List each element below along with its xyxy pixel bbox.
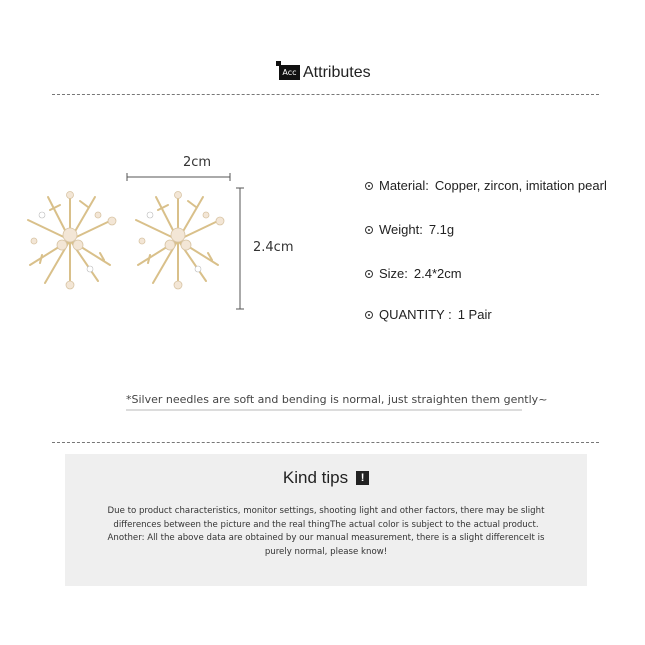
spec-value: 2.4*2cm <box>413 266 462 281</box>
dimension-lines <box>120 165 250 315</box>
bottom-divider <box>52 442 599 443</box>
kind-tips-body <box>85 505 567 559</box>
care-note: *Silver needles are soft and bending is normal, just straighten them gently~ <box>126 391 522 411</box>
spec-quantity <box>365 307 492 322</box>
kind-tips-panel <box>65 454 587 586</box>
bullet-icon <box>365 311 373 319</box>
spec-value: 1 Pair <box>457 307 492 322</box>
bullet-icon <box>365 182 373 190</box>
spec-label: Material: <box>379 178 429 193</box>
spec-value: Copper, zircon, imitation pearl <box>434 178 607 193</box>
earring-image-left <box>20 185 120 295</box>
tips-line: Another: All the above data are obtained by our manual measurement, there is a slight differenceIt is <box>107 533 545 543</box>
kind-tips-title: Kind tips <box>282 468 349 487</box>
attributes-badge-icon <box>276 61 300 81</box>
spec-size <box>365 266 462 281</box>
top-divider <box>52 94 599 95</box>
spec-label: QUANTITY : <box>379 307 452 322</box>
tips-line: Due to product characteristics, monitor settings, shooting light and other factors, there may be slight <box>107 506 545 516</box>
bullet-icon <box>365 226 373 234</box>
bullet-icon <box>365 270 373 278</box>
tips-line: purely normal, please know! <box>264 546 388 557</box>
spec-label: Size: <box>379 266 408 281</box>
kind-tips-heading <box>65 468 587 488</box>
width-dimension-label: 2cm <box>183 155 212 170</box>
spec-material <box>365 178 607 193</box>
badge-text: Acc <box>279 65 300 80</box>
height-dimension-label: 2.4cm <box>253 240 294 255</box>
spec-label: Weight: <box>379 222 423 237</box>
spec-value: 7.1g <box>428 222 455 237</box>
section-title: Attributes <box>303 64 371 81</box>
tips-line: differences between the picture and the real thingThe actual color is subject to the actual product. <box>113 519 539 530</box>
exclamation-icon: ! <box>356 471 369 485</box>
spec-weight <box>365 222 454 237</box>
